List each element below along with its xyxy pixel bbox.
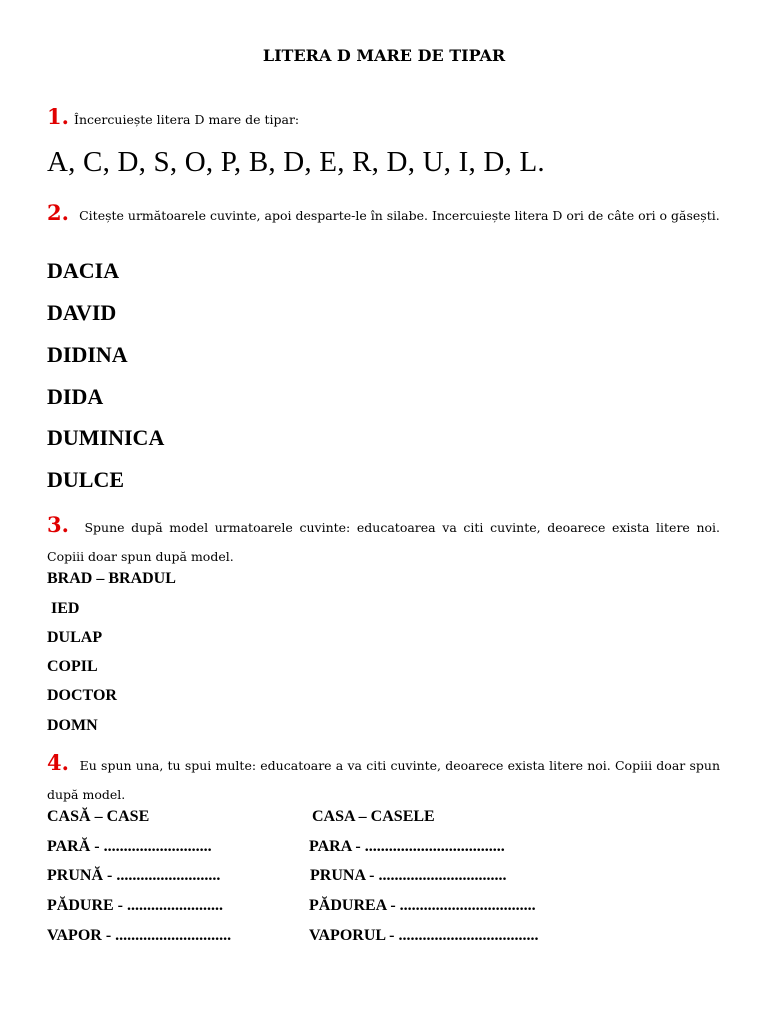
exercise-2-number: 2. [47,200,69,225]
ex4-right-item: PRUNA - ................................ [310,867,507,884]
exercise-3-instruction: Spune după model urmatoarele cuvinte: educatoarea va citi cuvinte, deoarece exista litere noi. Copiii doar spun după model. [47,520,721,564]
ex2-word: DACIA [47,258,120,283]
ex4-left-item: PRUNĂ - .......................... [47,867,221,884]
ex3-word: DULAP [47,629,103,646]
exercise-4-number: 4. [47,750,69,775]
letters-row: A, C, D, S, O, P, B, D, E, R, D, U, I, D, L. [47,146,545,178]
exercise-2-header [47,199,720,230]
ex3-word: BRAD – BRADUL [47,570,176,587]
ex4-left-item: PARĂ - ........................... [47,838,212,855]
page-title: LITERA D MARE DE TIPAR [262,46,506,65]
ex4-right-item: PARA - ................................... [309,838,505,855]
ex4-left-item: CASĂ – CASE [47,808,150,825]
ex2-word: DUMINICA [47,425,165,450]
ex3-word: DOCTOR [47,687,117,704]
exercise-1-header [47,104,299,129]
ex3-word: IED [47,600,80,617]
ex4-left-item: VAPOR - ............................. [47,927,232,944]
ex2-word: DAVID [47,300,117,325]
exercise-4-header [47,749,720,809]
ex4-right-item: CASA – CASELE [312,808,435,825]
exercise-3-number: 3. [47,512,69,537]
ex2-word: DULCE [47,467,125,492]
exercise-3-header [47,511,720,571]
ex3-word: COPIL [47,658,98,675]
ex4-right-item: PĂDUREA - .................................. [309,897,536,914]
exercise-4-instruction: Eu spun una, tu spui multe: educatoare a va citi cuvinte, deoarece exista litere noi. Copiii doar spun după model. [47,758,720,802]
exercise-2-instruction: Citește următoarele cuvinte, apoi desparte-le în silabe. Incercuiește litera D ori de câte ori o găsești. [79,208,720,223]
ex4-left-item: PĂDURE - ........................ [47,897,223,914]
ex4-right-item: VAPORUL - ................................... [309,927,539,944]
ex2-word: DIDINA [47,342,128,367]
exercise-1-number: 1. [47,104,69,129]
ex3-word: DOMN [47,717,98,734]
exercise-1-instruction: Încercuiește litera D mare de tipar: [74,112,300,127]
ex2-word: DIDA [47,384,104,409]
